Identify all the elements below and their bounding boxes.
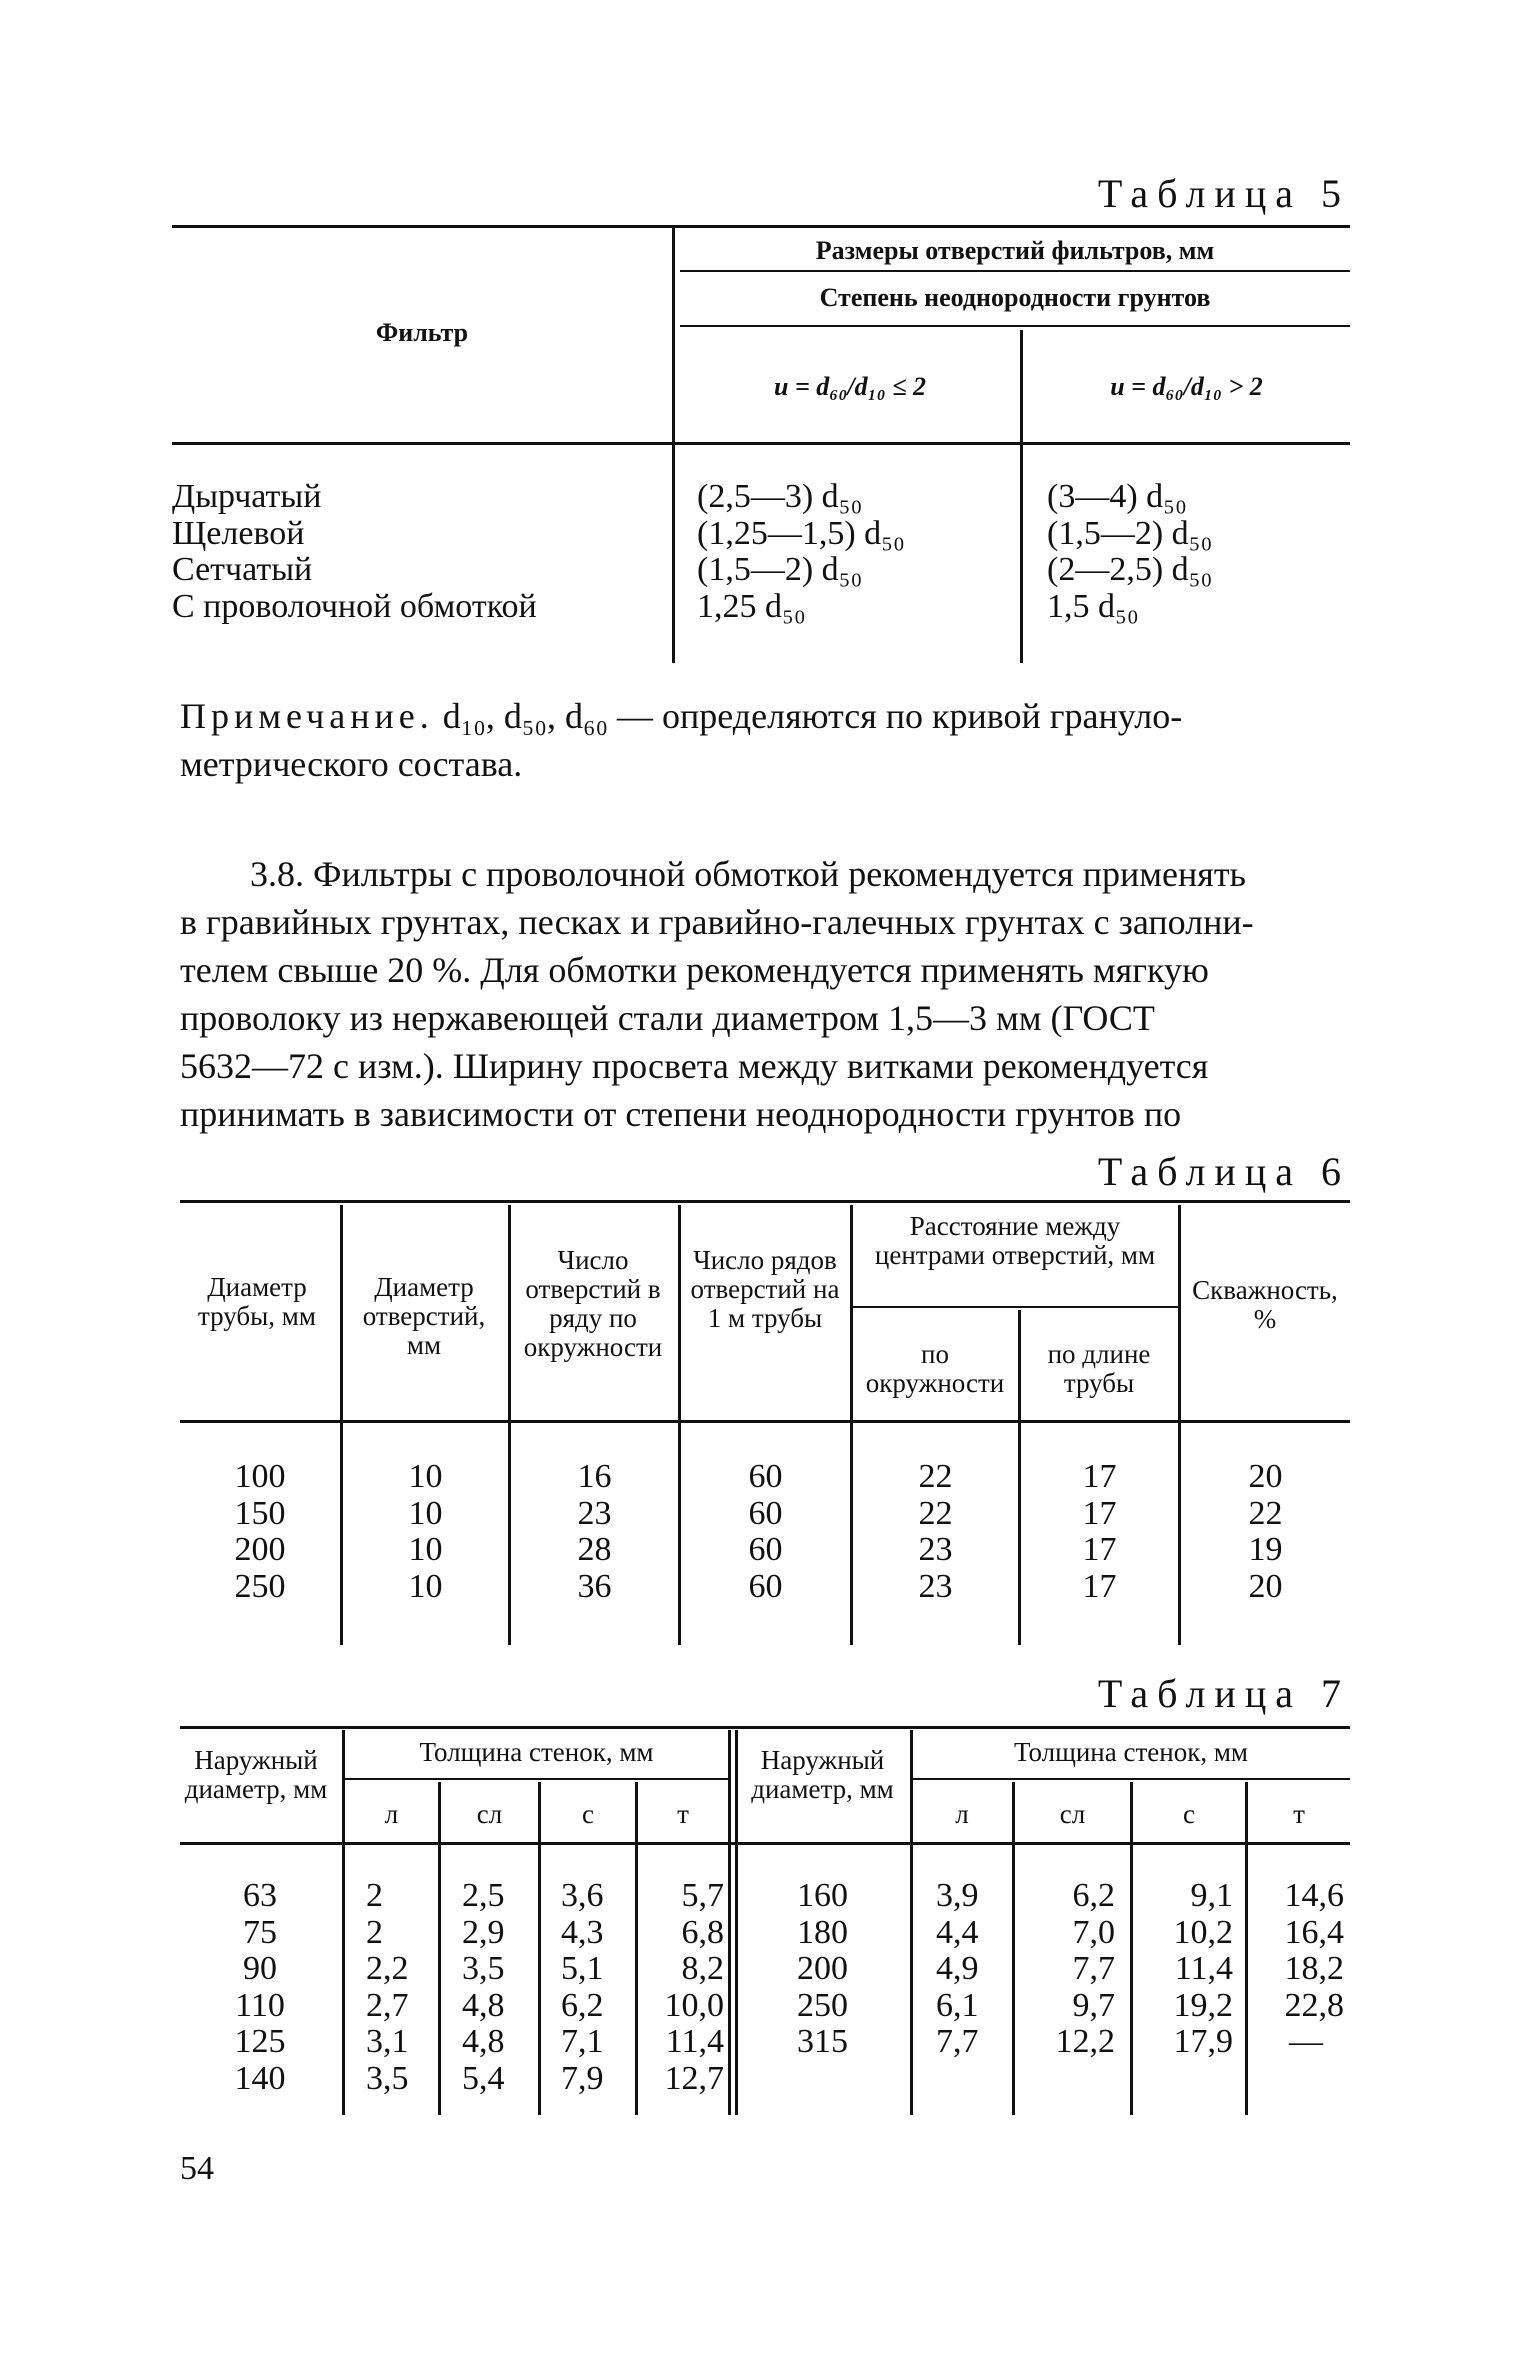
table7-cell: 3,5	[462, 1950, 505, 1987]
table6-h-by-circ: по окружности	[865, 1339, 1005, 1398]
table5-caption: Таблица 5	[1097, 171, 1350, 216]
table5-u1-column	[697, 479, 905, 625]
table7-cell: 22,8	[1284, 1986, 1344, 2024]
table7-caption: Таблица 7	[1097, 1671, 1350, 1716]
table6-header-bottom-rule	[180, 1420, 1350, 1423]
table6-cell: 200	[234, 1531, 286, 1568]
table7-cell: 63	[243, 1877, 277, 1914]
table7-cell: 2,5	[462, 1877, 505, 1914]
table6-cell: 22	[1248, 1494, 1283, 1532]
table6-cell: 28	[577, 1531, 612, 1568]
table7-cell: 200	[797, 1950, 848, 1987]
table7-cell: 17,9	[1173, 2023, 1233, 2060]
table7-cell: 19,2	[1173, 1986, 1233, 2024]
table7-cell: 6,2	[1072, 1877, 1115, 1914]
table6-col-pipe	[180, 1459, 340, 1605]
table5-u2-4: 1,5 d₅₀	[1047, 587, 1139, 625]
table5-u2-2: (1,5—2) d₅₀	[1047, 514, 1213, 552]
table5-col-filter: Фильтр	[375, 318, 469, 347]
table7-h-t-right: т	[1293, 1799, 1305, 1829]
table7-cell: 7,9	[561, 2059, 604, 2097]
table6-cell: 60	[748, 1494, 783, 1532]
table6-col-circ	[853, 1459, 1018, 1605]
table5-u1-1: (2,5—3) d₅₀	[697, 478, 863, 515]
table7-cell: 4,8	[462, 1986, 505, 2024]
table7-cell: 9,7	[1072, 1986, 1115, 2024]
table7-h-s-right: с	[1183, 1799, 1195, 1829]
table6-cell: 150	[234, 1494, 286, 1532]
table6-cell: 17	[1082, 1458, 1117, 1495]
table5-divider	[672, 228, 675, 663]
table6-cell: 36	[577, 1567, 612, 1605]
table7-h-sl-left: сл	[476, 1799, 503, 1829]
table7-sub-rule-right	[912, 1778, 1350, 1780]
table6-col-hole	[343, 1459, 508, 1605]
table6-cell: 17	[1082, 1531, 1117, 1568]
table7-right-outer	[740, 1878, 905, 2061]
table7-cell: 6,8	[681, 1913, 724, 1951]
table7-div-b	[438, 1782, 441, 2115]
table6-cell: 10	[408, 1458, 443, 1495]
table7-cell: 8,2	[681, 1950, 724, 1987]
table6-cell: 60	[748, 1458, 783, 1495]
table7-right-l	[936, 1878, 1012, 2061]
table5-u2-column	[1047, 479, 1212, 625]
table6-h-hole-diam: Диаметр отверстий, мм	[362, 1272, 486, 1360]
table6-cell: 17	[1082, 1494, 1117, 1532]
paragraph-line-3: телем свыше 20 %. Для обмотки рекомендуется применять мягкую	[180, 950, 1209, 990]
table6-distance-rule	[852, 1306, 1178, 1308]
table6-cell: 23	[577, 1494, 612, 1532]
table7-div-f	[910, 1730, 913, 2115]
table7-cell: 180	[797, 1913, 848, 1951]
table7-left-s	[561, 1878, 635, 2097]
table7-h-l-right: л	[955, 1799, 969, 1829]
paragraph-line-1: 3.8. Фильтры с проволочной обмоткой рекомендуется применять	[250, 854, 1246, 894]
table7-div-a	[342, 1730, 345, 2115]
table6-cell: 22	[918, 1494, 953, 1532]
paragraph-line-6: принимать в зависимости от степени неоднородности грунтов по	[180, 1094, 1182, 1134]
table7-cell: 7,1	[561, 2023, 604, 2060]
table7-h-outer-right: Наружный диаметр, мм	[751, 1745, 894, 1804]
table7-cell: 2	[366, 1877, 383, 1914]
table7-cell: 3,1	[366, 2023, 409, 2060]
table7-cell: 2	[366, 1913, 383, 1951]
table7-cell: 6,1	[936, 1986, 979, 2024]
table6-cell: 23	[918, 1567, 953, 1605]
table6-col-length	[1021, 1459, 1178, 1605]
table7-cell: 2,9	[462, 1913, 505, 1951]
table7-left-sl	[462, 1878, 538, 2097]
note	[180, 692, 1350, 788]
table7-cell: 3,5	[366, 2059, 409, 2097]
table5-u2-1: (3—4) d₅₀	[1047, 478, 1187, 515]
table5-header-bottom-rule	[172, 442, 1350, 445]
table7-cell: 5,1	[561, 1950, 604, 1987]
table6-col-porosity	[1181, 1459, 1350, 1605]
table5-filter-2: Щелевой	[172, 514, 305, 552]
table7-cell: 12,7	[664, 2059, 724, 2097]
table7-cell: 7,7	[936, 2023, 979, 2060]
paragraph-line-5: 5632—72 с изм.). Ширину просвета между витками рекомендуется	[180, 1046, 1209, 1086]
table6-h-porosity: Скважность, %	[1192, 1275, 1338, 1334]
table7-cell: 140	[234, 2059, 286, 2097]
table7-cell: 16,4	[1284, 1913, 1344, 1951]
table7-div-e2	[735, 1730, 738, 2115]
table7-left-t	[638, 1878, 724, 2097]
table7-cell: 18,2	[1284, 1950, 1344, 1987]
table6-cell: 250	[234, 1567, 286, 1605]
table5-header-top: Размеры отверстий фильтров, мм	[815, 236, 1215, 265]
table7-cell: 12,2	[1055, 2023, 1115, 2060]
table7-cell: 4,8	[462, 2023, 505, 2060]
table5-col-u2: u = d₆₀/d₁₀ > 2	[1110, 372, 1263, 401]
table7-cell: 7,7	[1072, 1950, 1115, 1987]
table5-top-rule	[172, 225, 1350, 228]
table5-body	[172, 479, 537, 625]
table7-h-sl-right: сл	[1059, 1799, 1086, 1829]
table7-cell: 110	[235, 1986, 285, 2024]
table5-header-mid: Степень неоднородности грунтов	[819, 283, 1211, 312]
table7-h-t-left: т	[677, 1799, 689, 1829]
table7-cell: 3,6	[561, 1877, 604, 1914]
table5-u2-3: (2—2,5) d₅₀	[1047, 551, 1213, 588]
table5-header-rule-2	[680, 325, 1350, 327]
table7-cell: 11,4	[665, 2023, 724, 2060]
paragraph-3-8	[180, 850, 1355, 1138]
table5-u1-3: (1,5—2) d₅₀	[697, 551, 863, 588]
table6-h-holes-row: Число отверстий в ряду по окружности	[523, 1245, 663, 1362]
table6-cell: 16	[577, 1458, 612, 1495]
table6-cell: 10	[408, 1531, 443, 1568]
table7-right-sl	[1015, 1878, 1115, 2061]
table7-cell: 125	[234, 2023, 286, 2060]
table7-cell: 14,6	[1284, 1877, 1344, 1914]
table6-cell: 60	[748, 1531, 783, 1568]
table5-u1-4: 1,25 d₅₀	[697, 587, 806, 625]
note-line2: метрического состава.	[180, 744, 523, 784]
note-line1: d₁₀, d₅₀, d₆₀ — определяются по кривой грануло-	[442, 696, 1183, 736]
table7-right-t	[1248, 1878, 1344, 2061]
table6-h-distance: Расстояние между центрами отверстий, мм	[874, 1211, 1156, 1270]
table6-cell: 23	[918, 1531, 953, 1568]
table6-cell: 17	[1082, 1567, 1117, 1605]
paragraph-line-4: проволоку из нержавеющей стали диаметром 1,5—3 мм (ГОСТ	[180, 998, 1155, 1038]
table7-cell: 11,4	[1174, 1950, 1233, 1987]
table6-cell: 20	[1248, 1567, 1283, 1605]
table6-cell: 60	[748, 1567, 783, 1605]
table5-col-u1: u = d₆₀/d₁₀ ≤ 2	[773, 372, 927, 401]
table7-cell: 7,0	[1072, 1913, 1115, 1951]
table7-cell: 5,4	[462, 2059, 505, 2097]
table7-top-rule	[180, 1726, 1350, 1729]
table5-filter-1: Дырчатый	[172, 478, 322, 515]
table7-h-l-left: л	[384, 1799, 399, 1829]
table7-cell: 9,1	[1190, 1877, 1233, 1914]
table7-cell: 250	[797, 1986, 848, 2024]
table5-u1-2: (1,25—1,5) d₅₀	[697, 514, 905, 552]
table6-col-rows-m	[681, 1459, 850, 1605]
table6-h-pipe-diam: Диаметр трубы, мм	[198, 1272, 316, 1331]
table6-cell: 19	[1248, 1531, 1283, 1568]
table6-cell: 20	[1248, 1458, 1283, 1495]
table7-div-c	[538, 1782, 541, 2115]
table6-caption: Таблица 6	[1097, 1149, 1350, 1194]
table6-h-rows-m: Число рядов отверстий на 1 м трубы	[690, 1245, 840, 1333]
table6-h-by-length: по длине трубы	[1047, 1339, 1151, 1398]
table7-cell: 3,9	[936, 1877, 979, 1914]
table7-left-l	[366, 1878, 438, 2097]
note-label: Примечание.	[180, 696, 434, 736]
table6-cell: 10	[408, 1567, 443, 1605]
table6-top-rule	[180, 1200, 1350, 1203]
table7-cell: 5,7	[681, 1877, 724, 1914]
table6-cell: 10	[408, 1494, 443, 1532]
table7-cell: 10,0	[664, 1986, 724, 2024]
table7-cell: 4,3	[561, 1913, 604, 1951]
table7-left-outer	[180, 1878, 340, 2097]
table7-right-s	[1133, 1878, 1233, 2061]
table7-h-wall-left: Толщина стенок, мм	[419, 1737, 654, 1767]
table7-cell: 160	[797, 1877, 848, 1914]
table7-cell: 75	[243, 1913, 277, 1951]
table6-col-holes-row	[511, 1459, 678, 1605]
table7-cell: 6,2	[561, 1986, 604, 2024]
table7-h-outer-left: Наружный диаметр, мм	[184, 1745, 328, 1804]
table7-cell: —	[1289, 2023, 1323, 2060]
table7-cell: 4,9	[936, 1950, 979, 1987]
table6-cell: 100	[234, 1458, 286, 1495]
table7-cell: 2,7	[366, 1986, 409, 2024]
paragraph-line-2: в гравийных грунтах, песках и гравийно-галечных грунтах с заполни-	[180, 902, 1254, 942]
table7-cell: 315	[797, 2023, 848, 2060]
table5-filter-4: С проволочной обмоткой	[172, 587, 537, 625]
table7-cell: 2,2	[366, 1950, 409, 1987]
page-number: 54	[180, 2150, 214, 2187]
table7-cell: 10,2	[1173, 1913, 1233, 1951]
table5-header-rule-1	[680, 270, 1350, 272]
table7-sub-rule-left	[345, 1778, 728, 1780]
table7-header-bottom-rule	[180, 1842, 1350, 1845]
table7-h-wall-right: Толщина стенок, мм	[1013, 1737, 1248, 1767]
table7-cell: 4,4	[936, 1913, 979, 1951]
table7-cell: 90	[243, 1950, 277, 1987]
table7-h-s-left: с	[582, 1799, 594, 1829]
table5-filter-3: Сетчатый	[172, 551, 313, 588]
table7-div-e1	[728, 1730, 731, 2115]
table6-cell: 22	[918, 1458, 953, 1495]
